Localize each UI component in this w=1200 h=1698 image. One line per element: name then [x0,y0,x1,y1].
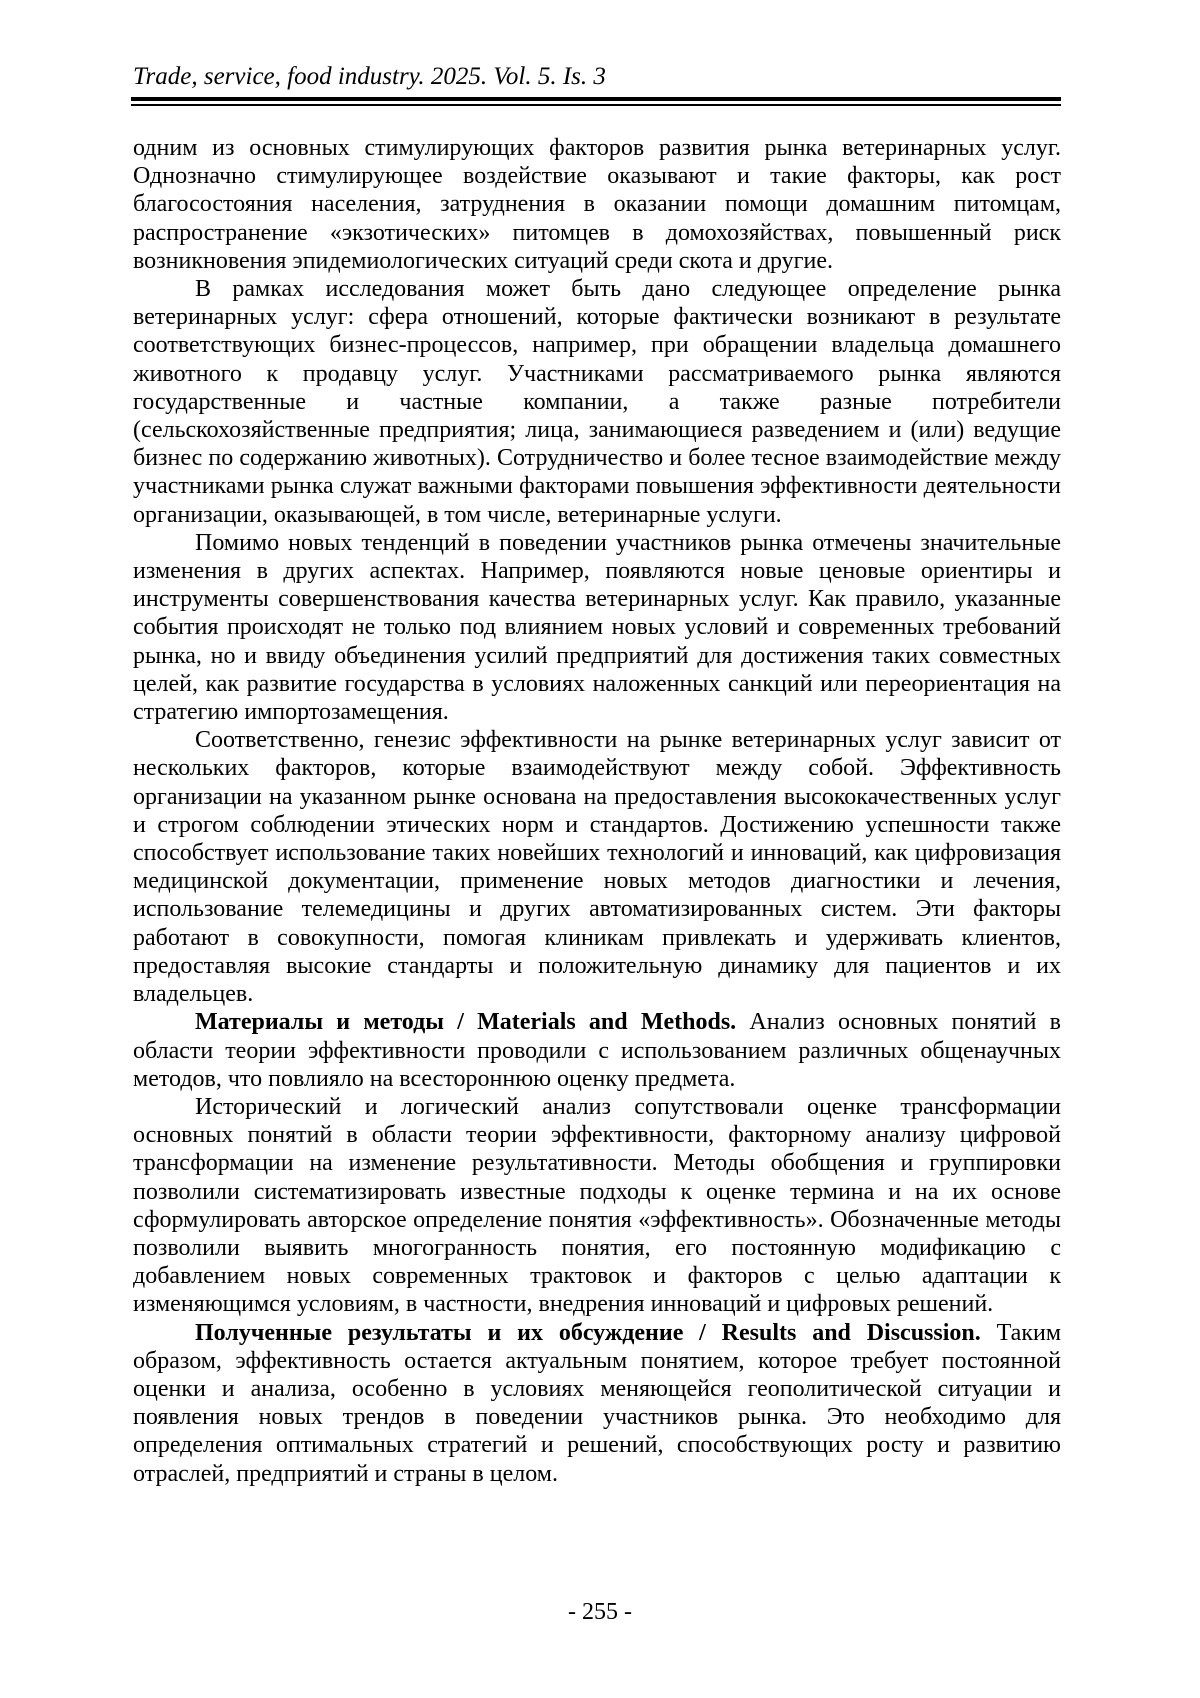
paragraph [133,275,1061,529]
paragraph [133,1093,1061,1319]
paragraph-text: Исторический и логический анализ сопутствовали оценке трансформации основных понятий в области теории эффективности, факторному анализу цифровой трансформации на изменение результативности. Методы обобщения и группировки позволили систематизировать известные подходы к оценке термина и на их основе сформулировать авторское определение понятия «эффективность». Обозначенные методы позволили выявить многогранность понятия, его постоянную модификацию с добавлением новых современных трактовок и факторов с целью адаптации к изменяющимся условиям, в частности, внедрения инноваций и цифровых решений. [133,1093,1061,1318]
header-rule-thin-line [131,104,1061,106]
paragraph-text: Помимо новых тенденций в поведении участников рынка отмечены значительные изменения в других аспектах. Например, появляются новые ценовые ориентиры и инструменты совершенствования качества ветеринарных услуг. Как правило, указанные события происходят не только под влиянием новых условий и современных требований рынка, но и ввиду объединения усилий предприятий для достижения таких совместных целей, как развитие государства в условиях наложенных санкций или переориентация на стратегию импортозамещения. [133,529,1061,726]
paragraph [133,529,1061,726]
article-body [133,134,1061,1488]
paragraph-text: Таким образом, эффективность остается актуальным понятием, которое требует постоянной оценки и анализа, особенно в условиях меняющейся геополитической ситуации и появления новых трендов в поведении участников рынка. Это необходимо для определения оптимальных стратегий и решений, способствующих росту и развитию отраслей, предприятий и страны в целом. [133,1319,1062,1487]
paragraph-text: В рамках исследования может быть дано следующее определение рынка ветеринарных услуг: сфера отношений, которые фактически возникают в результате соответствующих бизнес-процессов, например, при обращении владельца домашнего животного к продавцу услуг. Участниками рассматриваемого рынка являются государственные и частные компании, а также разные потребители (сельскохозяйственные предприятия; лица, занимающиеся разведением и (или) ведущие бизнес по содержанию животных). Сотрудничество и более тесное взаимодействие между участниками рынка служат важными факторами повышения эффективности деятельности организации, оказывающей, в том числе, ветеринарные услуги. [133,276,1061,528]
paragraph-text: Соответственно, генезис эффективности на рынке ветеринарных услуг зависит от нескольких факторов, которые взаимодействуют между собой. Эффективность организации на указанном рынке основана на предоставления высококачественных услуг и строгом соблюдении этических норм и стандартов. Достижению успешности также способствует использование таких новейших технологий и инноваций, как цифровизация медицинской документации, применение новых методов диагностики и лечения, использование телемедицины и других автоматизированных систем. Эти факторы работают в совокупности, помогая клиникам привлекать и удерживать клиентов, предоставляя высокие стандарты и положительную динамику для пациентов и их владельцев. [133,727,1061,1008]
running-head: Trade, service, food industry. 2025. Vol. 5. Is. 3 [133,63,606,90]
paragraph [133,134,1061,275]
paragraph-text: Анализ основных понятий в области теории эффективности проводили с использованием различных общенаучных методов, что повлияло на всестороннюю оценку предмета. [133,1009,1062,1092]
header-rule [131,97,1061,106]
page-number: - 255 - [568,1599,632,1625]
section-heading-results-and-discussion: Полученные результаты и их обсуждение / Results and Discussion. [195,1319,981,1346]
paragraph-text: одним из основных стимулирующих факторов развития рынка ветеринарных услуг. Однозначно стимулирующее воздействие оказывают и такие факторы, как рост благосостояния населения, затруднения в оказании помощи домашним питомцам, распространение «экзотических» питомцев в домохозяйствах, повышенный риск возникновения эпидемиологических ситуаций среди скота и другие. [133,135,1061,274]
paragraph [133,1008,1061,1093]
paragraph [133,1319,1061,1488]
section-heading-materials-and-methods: Материалы и методы / Materials and Methods. [195,1009,737,1036]
paragraph [133,726,1061,1008]
